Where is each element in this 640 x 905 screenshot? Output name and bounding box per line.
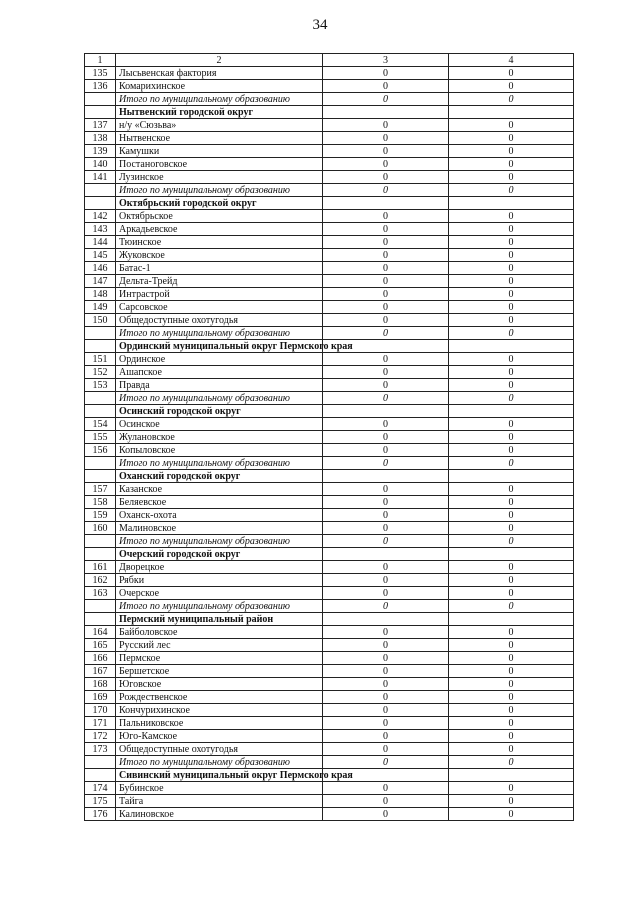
row-col4-cell: 0 [449,496,574,509]
subtotal-row [85,600,574,613]
row-name-cell: Рябки [116,574,323,587]
row-col3-cell: 0 [323,93,449,106]
row-number-cell [85,457,116,470]
row-name-cell: Итого по муниципальному образованию [116,392,323,405]
row-col3-cell: 0 [323,678,449,691]
table-row [85,678,574,691]
subtotal-row [85,392,574,405]
row-name-cell: Кончурихинское [116,704,323,717]
table-row [85,704,574,717]
row-number-cell: 161 [85,561,116,574]
row-name-cell: Общедоступные охотугодья [116,314,323,327]
row-col3-cell [323,613,449,626]
row-name-cell: Оханский городской округ [116,470,323,483]
row-number-cell: 145 [85,249,116,262]
row-number-cell [85,405,116,418]
table-row [85,223,574,236]
table-body [85,54,574,821]
row-number-cell: 174 [85,782,116,795]
row-number-cell: 142 [85,210,116,223]
row-col4-cell: 0 [449,574,574,587]
row-number-cell: 147 [85,275,116,288]
row-col3-cell [323,470,449,483]
row-name-cell: Итого по муниципальному образованию [116,327,323,340]
row-number-cell: 175 [85,795,116,808]
row-col4-cell: 0 [449,691,574,704]
row-col3-cell: 0 [323,392,449,405]
row-col4-cell: 0 [449,587,574,600]
row-col4-cell: 0 [449,483,574,496]
row-col4-cell: 0 [449,522,574,535]
row-col3-cell: 0 [323,301,449,314]
row-col3-cell: 0 [323,275,449,288]
group-header-row [85,340,574,353]
row-col4-cell: 0 [449,301,574,314]
subtotal-row [85,756,574,769]
row-col3-cell: 0 [323,600,449,613]
subtotal-row [85,327,574,340]
row-col4-cell: 0 [449,600,574,613]
row-number-cell: 167 [85,665,116,678]
row-name-cell: Итого по муниципальному образованию [116,600,323,613]
table-row [85,665,574,678]
row-col3-cell: 0 [323,262,449,275]
page-number: 34 [312,17,328,33]
row-col3-cell: 0 [323,691,449,704]
row-name-cell: Нытвенский городской округ [116,106,323,119]
row-name-cell: Тюинское [116,236,323,249]
row-name-cell: Итого по муниципальному образованию [116,184,323,197]
group-header-row [85,470,574,483]
row-col4-cell: 0 [449,275,574,288]
group-header-row [85,197,574,210]
row-name-cell: Беляевское [116,496,323,509]
table-row [85,366,574,379]
row-number-cell [85,548,116,561]
row-col4-cell: 0 [449,730,574,743]
table-row [85,483,574,496]
row-name-cell: Пермское [116,652,323,665]
row-col4-cell: 0 [449,249,574,262]
row-number-cell: 169 [85,691,116,704]
row-col3-cell: 0 [323,444,449,457]
row-col3-cell: 0 [323,587,449,600]
table-row [85,795,574,808]
row-number-cell: 137 [85,119,116,132]
row-col4-cell: 0 [449,639,574,652]
row-name-cell: Аркадьевское [116,223,323,236]
row-col3-cell: 0 [323,535,449,548]
row-name-cell: Пальниковское [116,717,323,730]
row-col3-cell [323,405,449,418]
column-header-2: 2 [116,54,323,67]
table-row [85,626,574,639]
row-number-cell: 170 [85,704,116,717]
row-col3-cell [323,106,449,119]
table-row [85,509,574,522]
table-row [85,808,574,821]
table-row [85,730,574,743]
row-col3-cell: 0 [323,509,449,522]
row-col4-cell: 0 [449,171,574,184]
row-number-cell: 135 [85,67,116,80]
row-name-cell: Очерский городской округ [116,548,323,561]
row-name-cell: Рождественское [116,691,323,704]
row-number-cell: 140 [85,158,116,171]
row-col3-cell: 0 [323,457,449,470]
table-row [85,379,574,392]
row-number-cell: 153 [85,379,116,392]
group-header-row [85,405,574,418]
table-row [85,652,574,665]
row-col4-cell: 0 [449,444,574,457]
row-name-cell: Дворецкое [116,561,323,574]
row-number-cell: 152 [85,366,116,379]
column-header-4: 4 [449,54,574,67]
column-header-3: 3 [323,54,449,67]
row-col4-cell: 0 [449,93,574,106]
table-row [85,431,574,444]
row-name-cell: Байболовское [116,626,323,639]
group-header-row [85,769,574,782]
row-col3-cell: 0 [323,626,449,639]
row-number-cell [85,600,116,613]
row-col4-cell: 0 [449,288,574,301]
row-col4-cell: 0 [449,509,574,522]
row-name-cell: Итого по муниципальному образованию [116,93,323,106]
row-number-cell: 141 [85,171,116,184]
table-row [85,67,574,80]
table-row [85,171,574,184]
table-row [85,444,574,457]
row-col4-cell [449,769,574,782]
row-number-cell: 172 [85,730,116,743]
row-col4-cell: 0 [449,366,574,379]
table-row [85,418,574,431]
row-name-cell: Октябрьский городской округ [116,197,323,210]
row-col3-cell: 0 [323,236,449,249]
row-col4-cell: 0 [449,665,574,678]
row-number-cell: 156 [85,444,116,457]
row-name-cell: Бершетское [116,665,323,678]
row-name-cell: Жулановское [116,431,323,444]
row-name-cell: Юговское [116,678,323,691]
group-header-row [85,106,574,119]
row-col3-cell: 0 [323,249,449,262]
row-col3-cell: 0 [323,561,449,574]
table-header-row [85,54,574,67]
row-number-cell: 160 [85,522,116,535]
row-col4-cell: 0 [449,184,574,197]
row-number-cell: 151 [85,353,116,366]
row-number-cell [85,613,116,626]
row-name-cell: Лузинское [116,171,323,184]
row-number-cell: 150 [85,314,116,327]
row-col3-cell: 0 [323,379,449,392]
table-row [85,314,574,327]
table-row [85,782,574,795]
row-number-cell [85,106,116,119]
row-name-cell: Интрастрой [116,288,323,301]
row-col3-cell [323,548,449,561]
row-name-cell: Итого по муниципальному образованию [116,756,323,769]
row-col3-cell: 0 [323,743,449,756]
row-col3-cell: 0 [323,665,449,678]
row-col4-cell: 0 [449,210,574,223]
row-name-cell: Комарихинское [116,80,323,93]
row-name-cell: Бубинское [116,782,323,795]
row-col4-cell: 0 [449,561,574,574]
table-row [85,119,574,132]
table-row [85,743,574,756]
row-col4-cell: 0 [449,431,574,444]
row-col3-cell: 0 [323,730,449,743]
table-row [85,717,574,730]
row-col3-cell: 0 [323,522,449,535]
row-col4-cell: 0 [449,353,574,366]
group-header-row [85,548,574,561]
row-col4-cell: 0 [449,119,574,132]
table-row [85,158,574,171]
row-col4-cell: 0 [449,652,574,665]
row-name-cell: Ашапское [116,366,323,379]
row-col4-cell: 0 [449,418,574,431]
row-col3-cell: 0 [323,67,449,80]
row-col3-cell: 0 [323,574,449,587]
hunting-grounds-table [84,53,574,821]
row-col4-cell: 0 [449,743,574,756]
row-col3-cell: 0 [323,483,449,496]
row-number-cell: 149 [85,301,116,314]
table-row [85,301,574,314]
row-col4-cell: 0 [449,145,574,158]
row-col3-cell: 0 [323,652,449,665]
row-col4-cell: 0 [449,717,574,730]
row-number-cell: 168 [85,678,116,691]
subtotal-row [85,184,574,197]
row-number-cell: 146 [85,262,116,275]
row-col4-cell: 0 [449,678,574,691]
row-number-cell: 144 [85,236,116,249]
row-col3-cell: 0 [323,496,449,509]
row-col3-cell: 0 [323,353,449,366]
row-number-cell: 157 [85,483,116,496]
row-name-cell: Итого по муниципальному образованию [116,535,323,548]
row-name-cell: Оханск-охота [116,509,323,522]
row-number-cell: 164 [85,626,116,639]
row-name-cell: Октябрьское [116,210,323,223]
row-name-cell: Русский лес [116,639,323,652]
row-col3-cell: 0 [323,717,449,730]
row-number-cell [85,93,116,106]
row-col3-cell: 0 [323,80,449,93]
row-number-cell: 158 [85,496,116,509]
row-number-cell [85,184,116,197]
row-name-cell: Осинское [116,418,323,431]
row-name-cell: Юго-Камское [116,730,323,743]
row-col4-cell: 0 [449,236,574,249]
row-number-cell: 171 [85,717,116,730]
row-name-cell: Итого по муниципальному образованию [116,457,323,470]
row-name-cell: Копыловское [116,444,323,457]
row-number-cell: 173 [85,743,116,756]
row-col3-cell: 0 [323,223,449,236]
row-name-cell: Казанское [116,483,323,496]
row-name-cell: Нытвенское [116,132,323,145]
row-name-cell: Ординский муниципальный округ Пермского края [116,340,323,353]
row-col3-cell: 0 [323,158,449,171]
table-row [85,275,574,288]
subtotal-row [85,93,574,106]
row-number-cell: 143 [85,223,116,236]
row-number-cell: 163 [85,587,116,600]
row-number-cell: 136 [85,80,116,93]
table-row [85,145,574,158]
row-col4-cell: 0 [449,704,574,717]
row-number-cell: 155 [85,431,116,444]
row-name-cell: н/у «Сюзьва» [116,119,323,132]
row-number-cell: 159 [85,509,116,522]
row-name-cell: Лысьвенская фактория [116,67,323,80]
row-col3-cell: 0 [323,171,449,184]
table-row [85,288,574,301]
row-number-cell [85,769,116,782]
row-number-cell: 165 [85,639,116,652]
row-name-cell: Камушки [116,145,323,158]
row-col3-cell: 0 [323,782,449,795]
table-row [85,587,574,600]
table-row [85,80,574,93]
row-number-cell [85,535,116,548]
row-name-cell: Малиновское [116,522,323,535]
row-name-cell: Очерское [116,587,323,600]
table-row [85,236,574,249]
row-name-cell: Ординское [116,353,323,366]
row-name-cell: Сивинский муниципальный округ Пермского края [116,769,323,782]
row-col3-cell: 0 [323,327,449,340]
table-row [85,262,574,275]
row-col3-cell: 0 [323,210,449,223]
row-name-cell: Калиновское [116,808,323,821]
row-col4-cell: 0 [449,314,574,327]
row-name-cell: Сарсовское [116,301,323,314]
row-number-cell [85,340,116,353]
row-name-cell: Дельта-Трейд [116,275,323,288]
table-row [85,210,574,223]
row-col3-cell: 0 [323,119,449,132]
row-name-cell: Постаноговское [116,158,323,171]
row-name-cell: Жуковское [116,249,323,262]
row-col3-cell: 0 [323,431,449,444]
row-col4-cell [449,405,574,418]
subtotal-row [85,457,574,470]
row-col4-cell [449,106,574,119]
subtotal-row [85,535,574,548]
row-number-cell: 162 [85,574,116,587]
table-row [85,522,574,535]
row-col3-cell: 0 [323,795,449,808]
row-number-cell [85,470,116,483]
row-col4-cell: 0 [449,67,574,80]
row-col3-cell: 0 [323,184,449,197]
row-name-cell: Батас-1 [116,262,323,275]
row-col4-cell: 0 [449,132,574,145]
row-col3-cell: 0 [323,639,449,652]
row-col4-cell: 0 [449,756,574,769]
row-col4-cell [449,197,574,210]
row-name-cell: Общедоступные охотугодья [116,743,323,756]
row-col3-cell: 0 [323,288,449,301]
row-col4-cell [449,613,574,626]
row-col4-cell [449,470,574,483]
table-row [85,639,574,652]
table-row [85,132,574,145]
row-col4-cell: 0 [449,795,574,808]
row-number-cell: 176 [85,808,116,821]
row-number-cell: 138 [85,132,116,145]
row-col4-cell: 0 [449,392,574,405]
table-row [85,249,574,262]
row-number-cell: 166 [85,652,116,665]
row-col3-cell: 0 [323,418,449,431]
row-col4-cell: 0 [449,262,574,275]
row-number-cell: 148 [85,288,116,301]
table-row [85,691,574,704]
row-number-cell [85,327,116,340]
row-name-cell: Пермский муниципальный район [116,613,323,626]
row-col3-cell: 0 [323,366,449,379]
row-col4-cell: 0 [449,535,574,548]
table-row [85,574,574,587]
table-row [85,353,574,366]
row-col4-cell [449,340,574,353]
row-col4-cell: 0 [449,80,574,93]
row-col4-cell: 0 [449,808,574,821]
row-col3-cell: 0 [323,704,449,717]
row-col4-cell: 0 [449,782,574,795]
row-name-cell: Осинский городской округ [116,405,323,418]
row-col4-cell: 0 [449,379,574,392]
table-row [85,561,574,574]
group-header-row [85,613,574,626]
table-row [85,496,574,509]
row-number-cell: 139 [85,145,116,158]
row-col4-cell: 0 [449,626,574,639]
row-name-cell: Тайга [116,795,323,808]
row-col3-cell: 0 [323,132,449,145]
row-col4-cell: 0 [449,223,574,236]
row-col4-cell [449,548,574,561]
row-col4-cell: 0 [449,327,574,340]
column-header-1: 1 [85,54,116,67]
row-col3-cell: 0 [323,145,449,158]
row-col3-cell: 0 [323,314,449,327]
row-col4-cell: 0 [449,158,574,171]
row-col3-cell: 0 [323,756,449,769]
row-number-cell: 154 [85,418,116,431]
row-col3-cell [323,197,449,210]
row-number-cell [85,197,116,210]
row-col3-cell: 0 [323,808,449,821]
row-number-cell [85,756,116,769]
row-number-cell [85,392,116,405]
row-name-cell: Правда [116,379,323,392]
row-col4-cell: 0 [449,457,574,470]
